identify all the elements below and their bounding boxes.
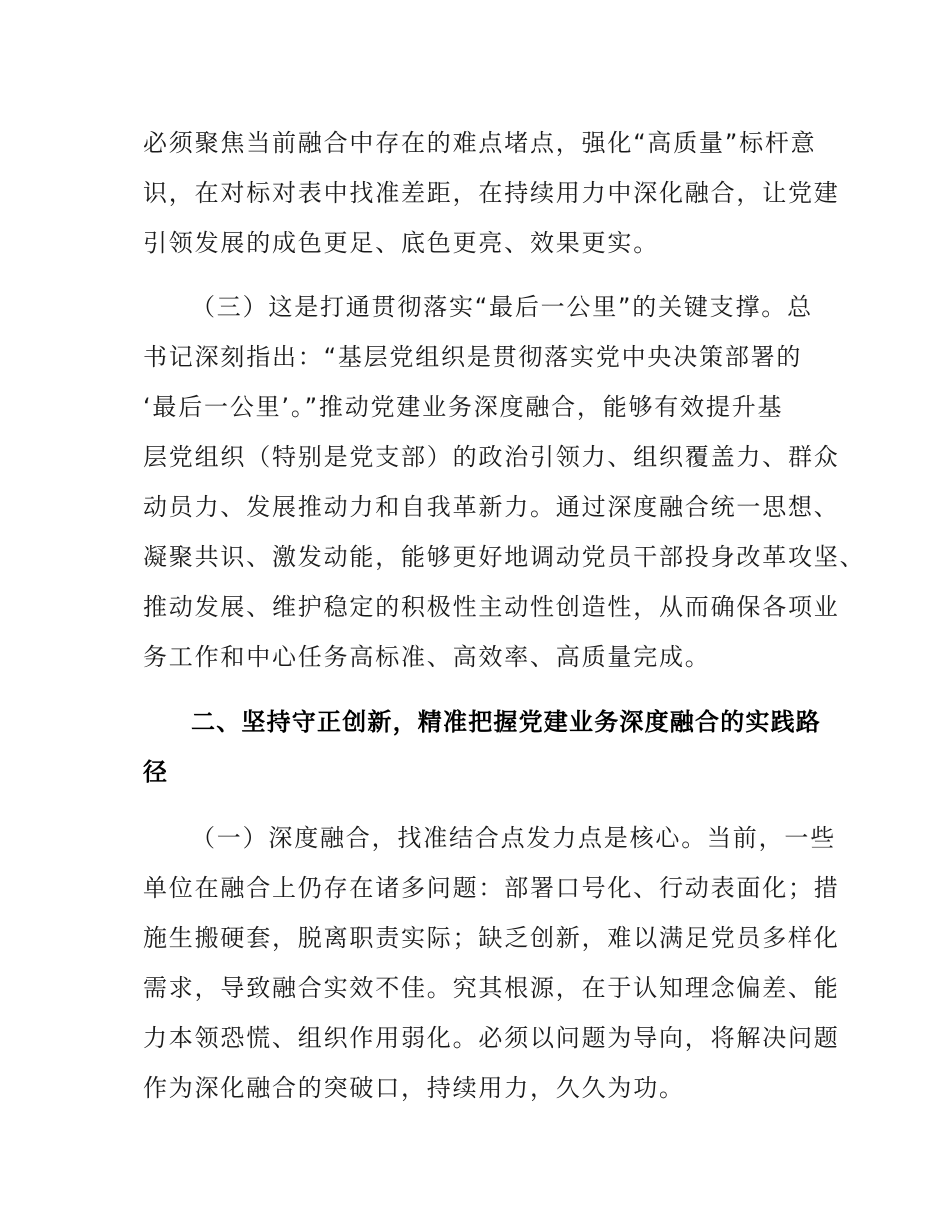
text-line: 施生搬硬套，脱离职责实际；缺乏创新，难以满足党员多样化 bbox=[143, 924, 840, 952]
text-line: （一）深度融合，找准结合点发力点是核心。当前，一些 bbox=[191, 824, 836, 852]
text-line: （三）这是打通贯彻落实“最后一公里”的关键支撑。总 bbox=[191, 293, 813, 321]
text-line: 识，在对标对表中找准差距，在持续用力中深化融合，让党建 bbox=[143, 179, 840, 207]
text-line: 层党组织（特别是党支部）的政治引领力、组织覆盖力、群众 bbox=[143, 443, 840, 471]
text-line: 需求，导致融合实效不佳。究其根源，在于认知理念偏差、能 bbox=[143, 974, 840, 1002]
text-line: 务工作和中心任务高标准、高效率、高质量完成。 bbox=[143, 643, 711, 671]
text-line: 书记深刻指出：“基层党组织是贯彻落实党中央决策部署的 bbox=[143, 343, 803, 371]
text-line: 必须聚焦当前融合中存在的难点堵点，强化“高质量”标杆意 bbox=[143, 129, 817, 157]
text-line: ‘最后一公里’。”推动党建业务深度融合，能够有效提升基 bbox=[143, 393, 784, 421]
text-line: 动员力、发展推动力和自我革新力。通过深度融合统一思想、 bbox=[143, 493, 840, 521]
text-line: 推动发展、维护稳定的积极性主动性创造性，从而确保各项业 bbox=[143, 593, 840, 621]
text-line: 凝聚共识、激发动能，能够更好地调动党员干部投身改革攻坚、 bbox=[143, 543, 866, 571]
text-line: 作为深化融合的突破口，持续用力，久久为功。 bbox=[143, 1074, 685, 1102]
text-line: 单位在融合上仍存在诸多问题：部署口号化、行动表面化；措 bbox=[143, 874, 840, 902]
text-line: 力本领恐慌、组织作用弱化。必须以问题为导向，将解决问题 bbox=[143, 1024, 840, 1052]
heading-line: 径 bbox=[143, 758, 169, 786]
heading-line: 二、坚持守正创新，精准把握党建业务深度融合的实践路 bbox=[191, 708, 821, 736]
text-line: 引领发展的成色更足、底色更亮、效果更实。 bbox=[143, 229, 659, 257]
